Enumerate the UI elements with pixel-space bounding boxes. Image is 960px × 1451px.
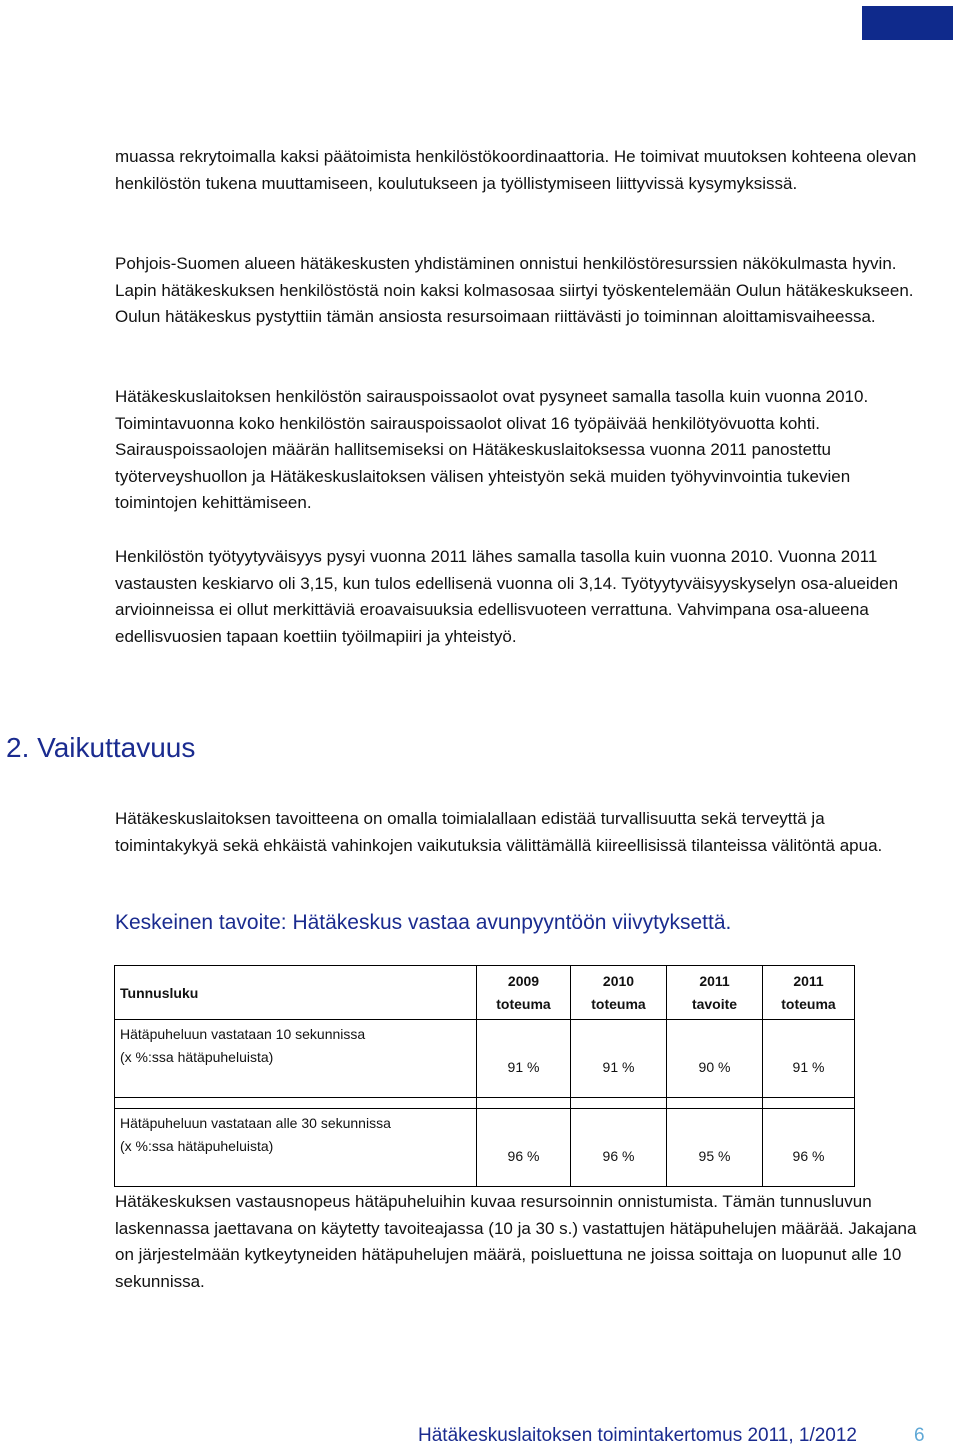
table-spacer-row	[115, 1098, 855, 1109]
paragraph-sick-leave: Hätäkeskuslaitoksen henkilöstön sairauspoissaolot ovat pysyneet samalla tasolla kuin vuonna 2010. Toimintavuonna koko henkilöstön sairauspoissaolot olivat 16 työpäivää henkilötyövuotta kohti. Sairauspoissaolojen määrän hallitsemiseksi on Hätäkeskuslaitoksessa vuonna 2011 panostettu työterveyshuollon ja Hätäkeskuslaitoksen välisen yhteistyön sekä muiden työhyvinvointia tukevien toimintojen kehittämiseen.	[115, 387, 869, 513]
footer-title: Hätäkeskuslaitoksen toimintakertomus 2011, 1/2012	[418, 1425, 858, 1446]
header-col-2011-actual: 2011 toteuma	[763, 966, 855, 1020]
cell-value: 96 %	[571, 1109, 667, 1187]
key-goal: Keskeinen tavoite: Hätäkeskus vastaa avunpyyntöön viivytyksettä.	[115, 911, 732, 934]
cell-value: 96 %	[477, 1109, 571, 1187]
paragraph-merger: Pohjois-Suomen alueen hätäkeskusten yhdistäminen onnistui henkilöstöresurssien näkökulmasta hyvin. Lapin hätäkeskuksen henkilöstöstä noin kaksi kolmasosaa siirtyi työskentelemään Oulun hätäkeskukseen. Oulun hätäkeskus pystyttiin tämän ansiosta resursoimaan riittävästi jo toiminnan aloittamisvaiheessa.	[115, 254, 914, 327]
cell-value: 91 %	[763, 1020, 855, 1098]
header-label: Tunnusluku	[115, 966, 477, 1020]
table-row	[115, 1109, 855, 1187]
header-color-block	[862, 6, 953, 40]
cell-value: 91 %	[571, 1020, 667, 1098]
section-heading: 2. Vaikuttavuus	[6, 732, 196, 763]
table-row	[115, 1020, 855, 1098]
row-label: Hätäpuheluun vastataan alle 30 sekunnissa (x %:ssa hätäpuheluista)	[115, 1109, 477, 1187]
paragraph-response-speed: Hätäkeskuksen vastausnopeus hätäpuheluihin kuvaa resursoinnin onnistumista. Tämän tunnusluvun laskennassa jaettavana on käytetty tavoiteajassa (10 ja 30 s.) vastattujen hätäpuhelujen määrää. Jakajana on järjestelmään kytkeytyneiden hätäpuhelujen määrä, poisluettuna ne joissa soittaja on luopunut alle 10 sekunnissa.	[115, 1192, 917, 1291]
cell-value: 96 %	[763, 1109, 855, 1187]
paragraph-recruitment: muassa rekrytoimalla kaksi päätoimista henkilöstökoordinaattoria. He toimivat muutoksen kohteena olevan henkilöstön tukena muuttamiseen, koulutukseen ja työllistymiseen liittyvissä kysymyksissä.	[115, 147, 917, 193]
header-col-2010: 2010 toteuma	[571, 966, 667, 1020]
header-col-2009: 2009 toteuma	[477, 966, 571, 1020]
paragraph-objective: Hätäkeskuslaitoksen tavoitteena on omalla toimialallaan edistää turvallisuutta sekä terveyttä ja toimintakykyä sekä ehkäistä vahinkojen vaikutuksia välittämällä kiireellisissä tilanteissa välitöntä apua.	[115, 809, 883, 855]
page-number: 6	[914, 1425, 925, 1446]
row-label: Hätäpuheluun vastataan 10 sekunnissa (x %:ssa hätäpuheluista)	[115, 1020, 477, 1098]
table-header-row	[115, 966, 855, 1020]
cell-value: 91 %	[477, 1020, 571, 1098]
paragraph-satisfaction: Henkilöstön työtyytyväisyys pysyi vuonna 2011 lähes samalla tasolla kuin vuonna 2010. Vuonna 2011 vastausten keskiarvo oli 3,15, kun tulos edellisenä vuonna oli 3,14. Työtyytyväisyyskyselyn osa-alueiden arvioinneissa ei ollut merkittäviä eroavaisuuksia edellisvuoteen verrattuna. Vahvimpana osa-alueena edellisvuosien tapaan koettiin työilmapiiri ja yhteistyö.	[115, 547, 899, 646]
cell-value: 90 %	[667, 1020, 763, 1098]
cell-value: 95 %	[667, 1109, 763, 1187]
header-col-2011-target: 2011 tavoite	[667, 966, 763, 1020]
metrics-table	[114, 965, 855, 1187]
